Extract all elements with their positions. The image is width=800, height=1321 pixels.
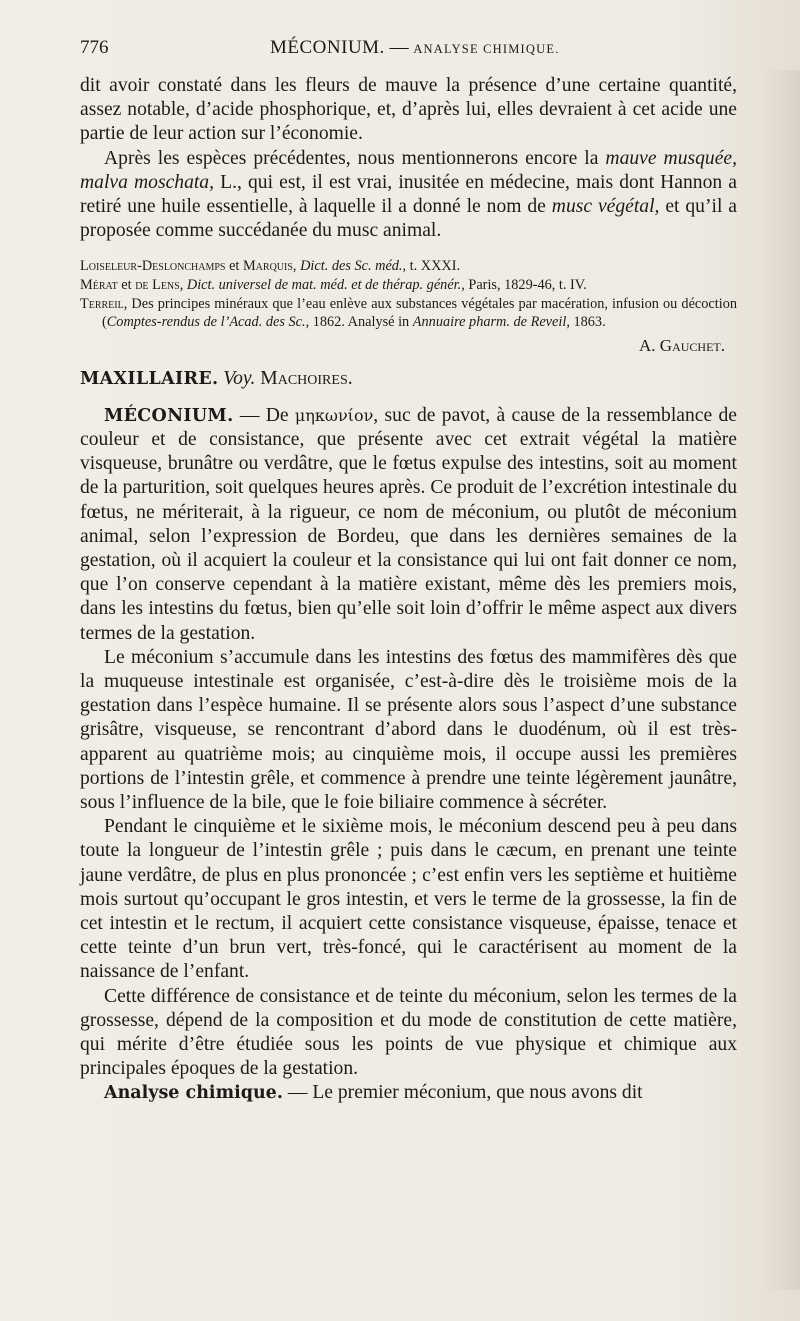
page-content <box>80 36 737 1106</box>
reference-author: de Lens <box>135 277 180 294</box>
meconium-paragraph-5: Analyse chimique. — Le premier méconium, que nous avons dit <box>104 1082 643 1104</box>
reference-title: Dict. universel de mat. méd. et de thérap. génér. <box>186 277 462 294</box>
show-through-shadow <box>760 70 800 1290</box>
reference-author: Loiseleur-Deslonchamps <box>80 258 226 275</box>
subheading-analyse-chimique: Analyse chimique. <box>104 1083 283 1104</box>
reference-author: Marquis <box>242 258 293 275</box>
running-header <box>80 36 737 66</box>
meconium-paragraph-2: Le méconium s’accumule dans les intestins des fœtus des mammifères dès que la muqueuse intestinale est organisée, c’est-à-dire dès le troisième mois de la gestation dans l’espèce humaine. Il se présente alors sous l’aspect d’une substance grisâtre, visqueuse, se rencontrant d’abord dans le duodénum, où il est très-apparent au quatrième mois; au cinquième mois, il occupe aussi les premières portions de l’intestin grêle, et commence à prendre une teinte légèrement jaunâtre, sous l’influence de la bile, que le foie biliaire commence à sécréter. <box>80 646 737 814</box>
cross-reference-target: Machoires. <box>260 367 353 389</box>
reference-1: Loiseleur-Deslonchamps et Marquis, Dict. des Sc. méd., t. XXXI. <box>80 258 461 275</box>
reference-title: Annuaire pharm. de Reveil <box>412 314 567 331</box>
headword-maxillaire: MAXILLAIRE. <box>80 368 219 389</box>
running-title: MÉCONIUM. <box>270 37 385 58</box>
reference-title: Comptes-rendus de l’Acad. des Sc. <box>106 314 306 331</box>
reference-author: Mérat <box>80 277 118 294</box>
intro-paragraph-2: Après les espèces précédentes, nous mentionnerons encore la mauve musquée, malva moschata, L., qui est, il est vrai, inusitée en médecine, mais dont Hannon a retiré une huile essentielle, à laquelle il a donné le nom de musc végétal, et qu’il a proposée comme succédanée du musc animal. <box>80 147 737 242</box>
running-dash: — <box>389 37 409 58</box>
reference-2: Mérat et de Lens, Dict. universel de mat. méd. et de thérap. génér., Paris, 1829-46, t. IV. <box>80 277 587 294</box>
reference-3: Terreil, Des principes minéraux que l’eau enlève aux substances végétales par macération, infusion ou décoction (Comptes-rendus de l’Acad. des Sc., 1862. Analysé in Annuaire pharm. de Reveil, 1863. <box>80 295 737 331</box>
italic-musc-vegetal: musc végétal, <box>551 196 660 218</box>
reference-title: Dict. des Sc. méd. <box>300 258 403 275</box>
entry-meconium-paragraph-1: MÉCONIUM. — De μηκωνίον, suc de pavot, à cause de la ressemblance de couleur et de consistance, que présente avec cet extrait végétal la matière visqueuse, brunâtre ou verdâtre, que le fœtus expulse des intestins, soit au moment de la parturition, soit quelques heures après. Ce produit de l’excrétion intestinale du fœtus, ne mériterait, à la rigueur, ce nom de méconium, ou plutôt de méconium animal, selon l’expression de Bordeu, que dans les dernières semaines de la gestation, où il acquiert la couleur et la consistance qui lui ont fait donner ce nom, que l’on conserve cependant à la matière existant, même dès les premiers mois, dans les intestins du fœtus, bien qu’elle soit loin d’offrir le même aspect aux divers termes de la gestation. <box>80 404 737 644</box>
meconium-paragraph-4: Cette différence de consistance et de teinte du méconium, selon les termes de la grossesse, dépend de la composition et du mode de constitution de cette matière, qui mérite d’être étudiée sous les points de vue physique et chimique aux principales époques de la gestation. <box>80 985 737 1080</box>
running-subtitle: ANALYSE CHIMIQUE. <box>413 42 560 56</box>
page-number: 776 <box>80 37 109 58</box>
cross-reference-label: Voy. <box>223 367 256 389</box>
headword-meconium: MÉCONIUM. <box>104 405 234 426</box>
italic-mauve-musquee: mauve musquée, malva moschata, <box>80 147 737 193</box>
meconium-paragraph-3: Pendant le cinquième et le sixième mois, le méconium descend peu à peu dans toute la longueur de l’intestin grêle ; puis dans le cæcum, en prenant une teinte jaune verdâtre, de plus en plus prononcée ; c’est enfin vers les septième et huitième mois surtout qu’occupant le gros intestin, et vers le terme de la grossesse, la fin de cet intestin et le rectum, il acquiert cette consistance visqueuse, épaisse, tenace et cette teinte d’un brun vert, très-foncé, qui le caractérisent au moment de la naissance de l’enfant. <box>80 816 737 983</box>
bibliography <box>80 257 737 331</box>
author-signature: A. Gauchet. <box>639 335 725 355</box>
entry-maxillaire <box>80 366 737 392</box>
intro-paragraph-1: dit avoir constaté dans les fleurs de mauve la présence d’une certaine quantité, assez notable, d’acide phosphorique, et, d’après lui, elles devraient à cet acide une partie de leur action sur l’économie. <box>80 75 737 145</box>
reference-author: Terreil <box>80 295 124 312</box>
greek-etymology: μηκωνίον <box>294 405 374 425</box>
